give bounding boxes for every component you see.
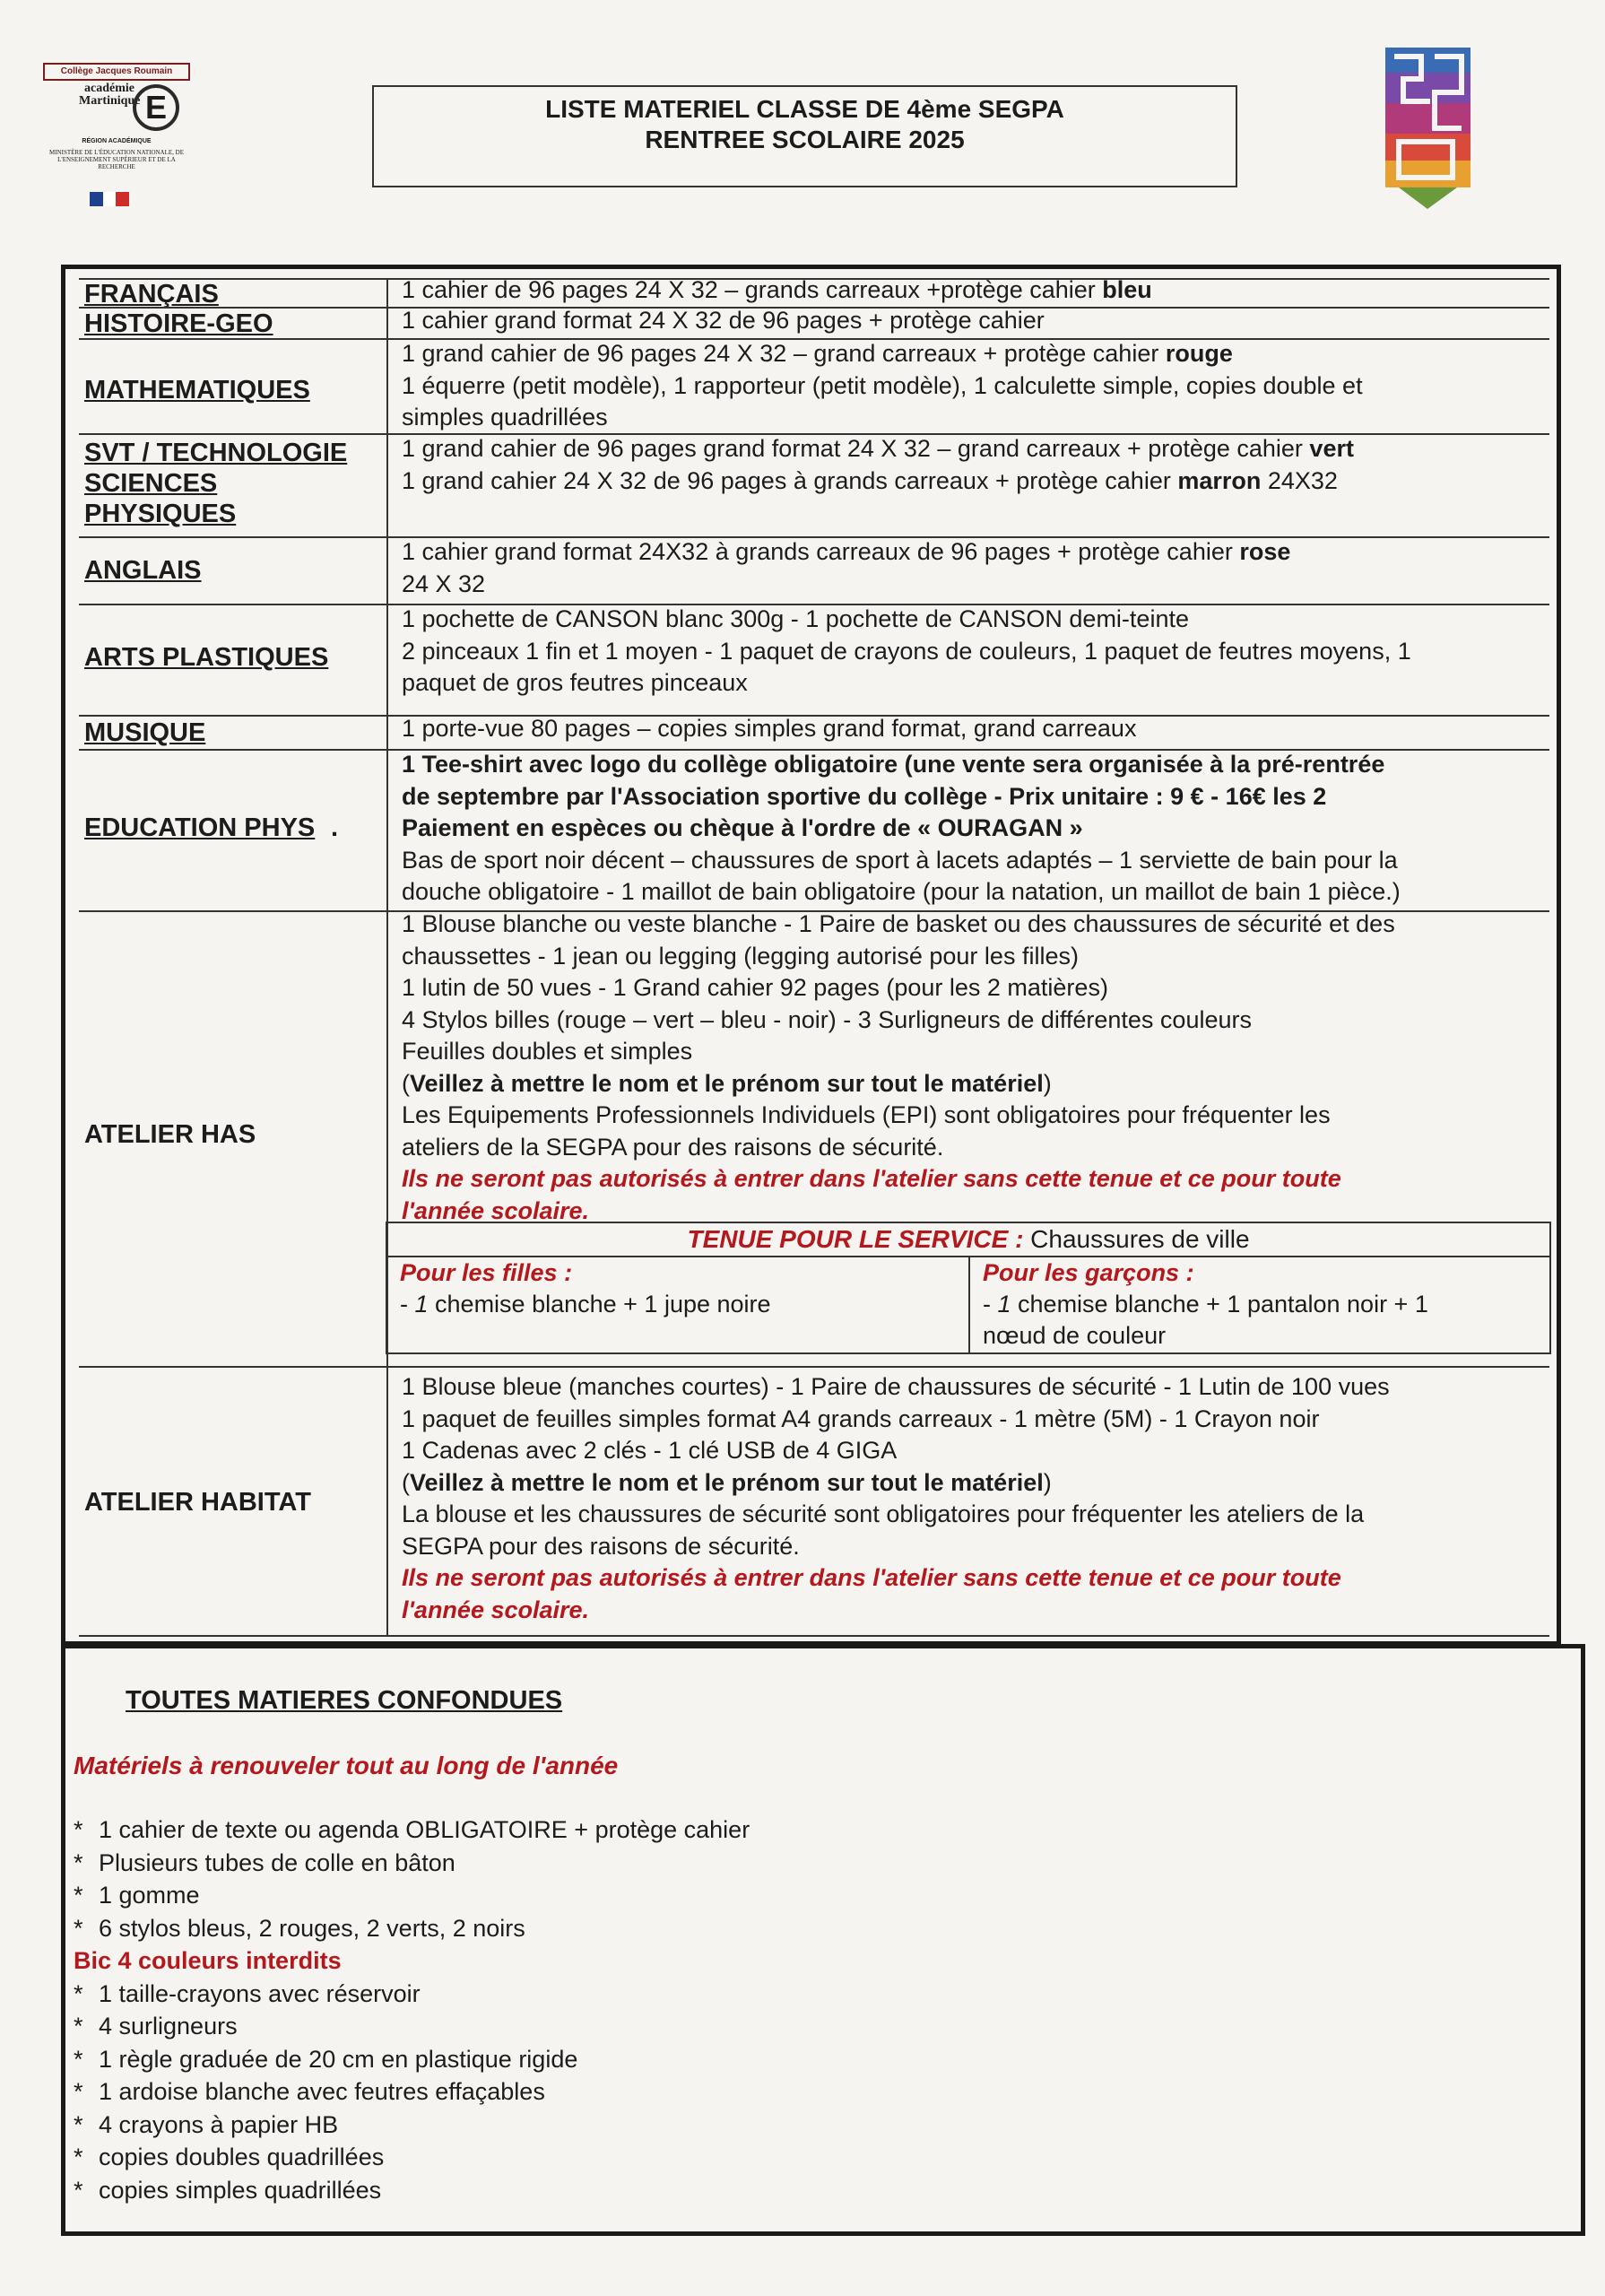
- academie-e-logo-icon: E: [133, 84, 179, 131]
- renew-heading: Matériels à renouveler tout au long de l'année: [74, 1752, 619, 1779]
- subject-arts: ARTS PLASTIQUES: [84, 643, 329, 672]
- has-line7: Les Equipements Professionnels Individuels (EPI) sont obligatoires pour fréquenter les: [402, 1101, 1331, 1128]
- tenue-filles-dash: -: [400, 1291, 415, 1318]
- habitat-line3: 1 Cadenas avec 2 clés - 1 clé USB de 4 GIGA: [402, 1437, 898, 1464]
- tenue-garcons-label: Pour les garçons :: [983, 1259, 1194, 1286]
- bic-forbidden-notice: Bic 4 couleurs interdits: [74, 1947, 342, 1974]
- list-item: * 4 surligneurs: [74, 2010, 750, 2043]
- maths-line3: simples quadrillées: [402, 404, 608, 430]
- has-line2: chaussettes - 1 jean ou legging (legging autorisé pour les filles): [402, 942, 1079, 970]
- anglais-line1: 1 cahier grand format 24X32 à grands carreaux de 96 pages + protège cahier: [402, 538, 1240, 565]
- list-item: * 4 crayons à papier HB: [74, 2109, 750, 2142]
- francais-line1: 1 cahier de 96 pages 24 X 32 – grands carreaux +protège cahier: [402, 276, 1103, 303]
- svt-line2-end: 24X32: [1261, 466, 1338, 494]
- musique-line1: 1 porte-vue 80 pages – copies simples grand format, grand carreaux: [402, 715, 1137, 742]
- general-supplies-list: [74, 1813, 750, 2206]
- subject-svt-line1: SVT / TECHNOLOGIE: [84, 439, 348, 467]
- has-warning-line2: l'année scolaire.: [402, 1196, 590, 1224]
- has-line6-close: ): [1043, 1069, 1052, 1097]
- list-item: * copies doubles quadrillées: [74, 2141, 750, 2174]
- arts-line1: 1 pochette de CANSON blanc 300g - 1 pochette de CANSON demi-teinte: [402, 605, 1189, 632]
- page-title-line1: LISTE MATERIEL CLASSE DE 4ème SEGPA: [545, 95, 1064, 123]
- college-name-label: Collège Jacques Roumain: [43, 63, 190, 81]
- french-flag-icon: [90, 192, 129, 206]
- has-line6: Veillez à mettre le nom et le prénom sur tout le matériel: [410, 1069, 1044, 1097]
- tenue-service-table: [386, 1222, 1551, 1354]
- maths-line2: 1 équerre (petit modèle), 1 rapporteur (petit modèle), 1 calculette simple, copies double et: [402, 371, 1363, 399]
- tenue-label: TENUE POUR LE SERVICE :: [687, 1225, 1024, 1253]
- eps-line3: Paiement en espèces ou chèque à l'ordre de « OURAGAN »: [402, 814, 1083, 841]
- has-line6-open: (: [402, 1069, 410, 1097]
- tenue-garcons-text2: nœud de couleur: [983, 1322, 1167, 1349]
- region-label: RÉGION ACADÉMIQUE: [82, 138, 152, 144]
- svt-color2: marron: [1177, 466, 1262, 494]
- subject-atelier-habitat: ATELIER HABITAT: [84, 1488, 311, 1517]
- general-supplies-title: TOUTES MATIERES CONFONDUES: [126, 1686, 563, 1715]
- has-warning-line1: Ils ne seront pas autorisés à entrer dans l'atelier sans cette tenue et ce pour toute: [402, 1165, 1341, 1192]
- table-row-arts: [79, 604, 1549, 715]
- svt-line1: 1 grand cahier de 96 pages grand format 24 X 32 – grand carreaux + protège cahier: [402, 435, 1310, 462]
- has-line5: Feuilles doubles et simples: [402, 1038, 693, 1065]
- subject-atelier-has: ATELIER HAS: [84, 1120, 256, 1149]
- has-line4: 4 Stylos billes (rouge – vert – bleu - noir) - 3 Surligneurs de différentes couleurs: [402, 1005, 1252, 1033]
- subject-eps: EDUCATION PHYS: [84, 813, 316, 842]
- tenue-filles-cell: [387, 1257, 970, 1352]
- list-item: * Plusieurs tubes de colle en bâton: [74, 1847, 750, 1880]
- subject-svt-line2: SCIENCES: [84, 469, 218, 498]
- tenue-garcons-dash: -: [983, 1291, 998, 1318]
- habitat-line4-close: ): [1043, 1468, 1052, 1496]
- subject-musique: MUSIQUE: [84, 718, 206, 747]
- anglais-color: rose: [1239, 538, 1291, 565]
- list-item: * 1 gomme: [74, 1879, 750, 1912]
- list-item: * 1 taille-crayons avec réservoir: [74, 1978, 750, 2011]
- table-row-atelier-habitat: [79, 1366, 1549, 1637]
- eps-line5: douche obligatoire - 1 maillot de bain obligatoire (pour la natation, un maillot de bain 1 pièce.): [402, 878, 1401, 905]
- habitat-line1: 1 Blouse bleue (manches courtes) - 1 Paire de chaussures de sécurité - 1 Lutin de 100 vues: [402, 1373, 1390, 1400]
- francais-color: bleu: [1102, 276, 1152, 303]
- habitat-warning-line2: l'année scolaire.: [402, 1596, 590, 1623]
- page-title-box: [372, 85, 1237, 187]
- habitat-line6: SEGPA pour des raisons de sécurité.: [402, 1532, 800, 1560]
- list-item: * 1 cahier de texte ou agenda OBLIGATOIRE + protège cahier: [74, 1813, 750, 1847]
- arts-line3: paquet de gros feutres pinceaux: [402, 669, 748, 696]
- tenue-garcons-cell: [970, 1257, 1549, 1352]
- habitat-line5: La blouse et les chaussures de sécurité sont obligatoires pour fréquenter les ateliers de la: [402, 1500, 1365, 1527]
- habitat-line2: 1 paquet de feuilles simples format A4 grands carreaux - 1 mètre (5M) - 1 Crayon noir: [402, 1405, 1320, 1432]
- table-row-musique: [79, 715, 1549, 749]
- tenue-filles-label: Pour les filles :: [400, 1259, 573, 1286]
- has-line1: 1 Blouse blanche ou veste blanche - 1 Paire de basket ou des chaussures de sécurité et des: [402, 910, 1395, 937]
- has-line3: 1 lutin de 50 vues - 1 Grand cahier 92 pages (pour les 2 matières): [402, 974, 1108, 1001]
- subject-maths: MATHEMATIQUES: [84, 376, 310, 404]
- table-row-eps: [79, 749, 1549, 910]
- college-emblem-icon: [1381, 43, 1475, 213]
- table-row-svt: [79, 433, 1549, 536]
- subject-francais: FRANÇAIS: [84, 280, 219, 309]
- list-item: * 1 règle graduée de 20 cm en plastique rigide: [74, 2043, 750, 2076]
- svt-line2: 1 grand cahier 24 X 32 de 96 pages à grands carreaux + protège cahier: [402, 466, 1178, 494]
- list-item: * 1 ardoise blanche avec feutres effaçables: [74, 2075, 750, 2109]
- list-item: * 6 stylos bleus, 2 rouges, 2 verts, 2 noirs: [74, 1912, 750, 1945]
- habitat-line4: Veillez à mettre le nom et le prénom sur tout le matériel: [410, 1468, 1044, 1496]
- habitat-line4-open: (: [402, 1468, 410, 1496]
- eps-line2: de septembre par l'Association sportive du collège - Prix unitaire : 9 € - 16€ les 2: [402, 782, 1327, 810]
- eps-line1: 1 Tee-shirt avec logo du collège obligatoire (une vente sera organisée à la pré-rentrée: [402, 751, 1385, 778]
- page-title-line2: RENTREE SCOLAIRE 2025: [645, 126, 965, 153]
- list-item: * copies simples quadrillées: [74, 2174, 750, 2207]
- arts-line2: 2 pinceaux 1 fin et 1 moyen - 1 paquet de crayons de couleurs, 1 paquet de feutres moyens, 1: [402, 637, 1411, 665]
- table-row-anglais: [79, 536, 1549, 604]
- tenue-garcons-num: 1: [997, 1291, 1011, 1318]
- table-row-francais: [79, 278, 1549, 307]
- subject-svt-line3: PHYSIQUES: [84, 500, 237, 528]
- table-row-histoire: [79, 307, 1549, 338]
- subject-histoire: HISTOIRE-GEO: [84, 309, 273, 338]
- tenue-garcons-text: chemise blanche + 1 pantalon noir + 1: [1011, 1291, 1428, 1318]
- maths-line1: 1 grand cahier de 96 pages 24 X 32 – grand carreaux + protège cahier: [402, 340, 1166, 367]
- academie-label: académie Martinique: [79, 82, 141, 108]
- supplies-table: [61, 265, 1561, 1646]
- tenue-filles-num: 1: [414, 1291, 429, 1318]
- tenue-filles-text: chemise blanche + 1 jupe noire: [428, 1291, 771, 1318]
- eps-line4: Bas de sport noir décent – chaussures de sport à lacets adaptés – 1 serviette de bain pour la: [402, 846, 1398, 874]
- anglais-line2: 24 X 32: [402, 570, 486, 597]
- maths-color: rouge: [1165, 340, 1233, 367]
- subject-eps-dot: .: [331, 813, 339, 842]
- histoire-line1: 1 cahier grand format 24 X 32 de 96 pages + protège cahier: [402, 307, 1045, 334]
- has-line8: ateliers de la SEGPA pour des raisons de sécurité.: [402, 1133, 944, 1161]
- tenue-value: Chaussures de ville: [1023, 1225, 1250, 1253]
- svt-color1: vert: [1309, 435, 1354, 462]
- subject-anglais: ANGLAIS: [84, 556, 202, 585]
- habitat-warning-line1: Ils ne seront pas autorisés à entrer dans l'atelier sans cette tenue et ce pour toute: [402, 1564, 1341, 1591]
- ministere-label: MINISTÈRE DE L'ÉDUCATION NATIONALE, DE L'ENSEIGNEMENT SUPÉRIEUR ET DE LA RECHERCHE: [49, 149, 184, 170]
- table-row-maths: [79, 338, 1549, 433]
